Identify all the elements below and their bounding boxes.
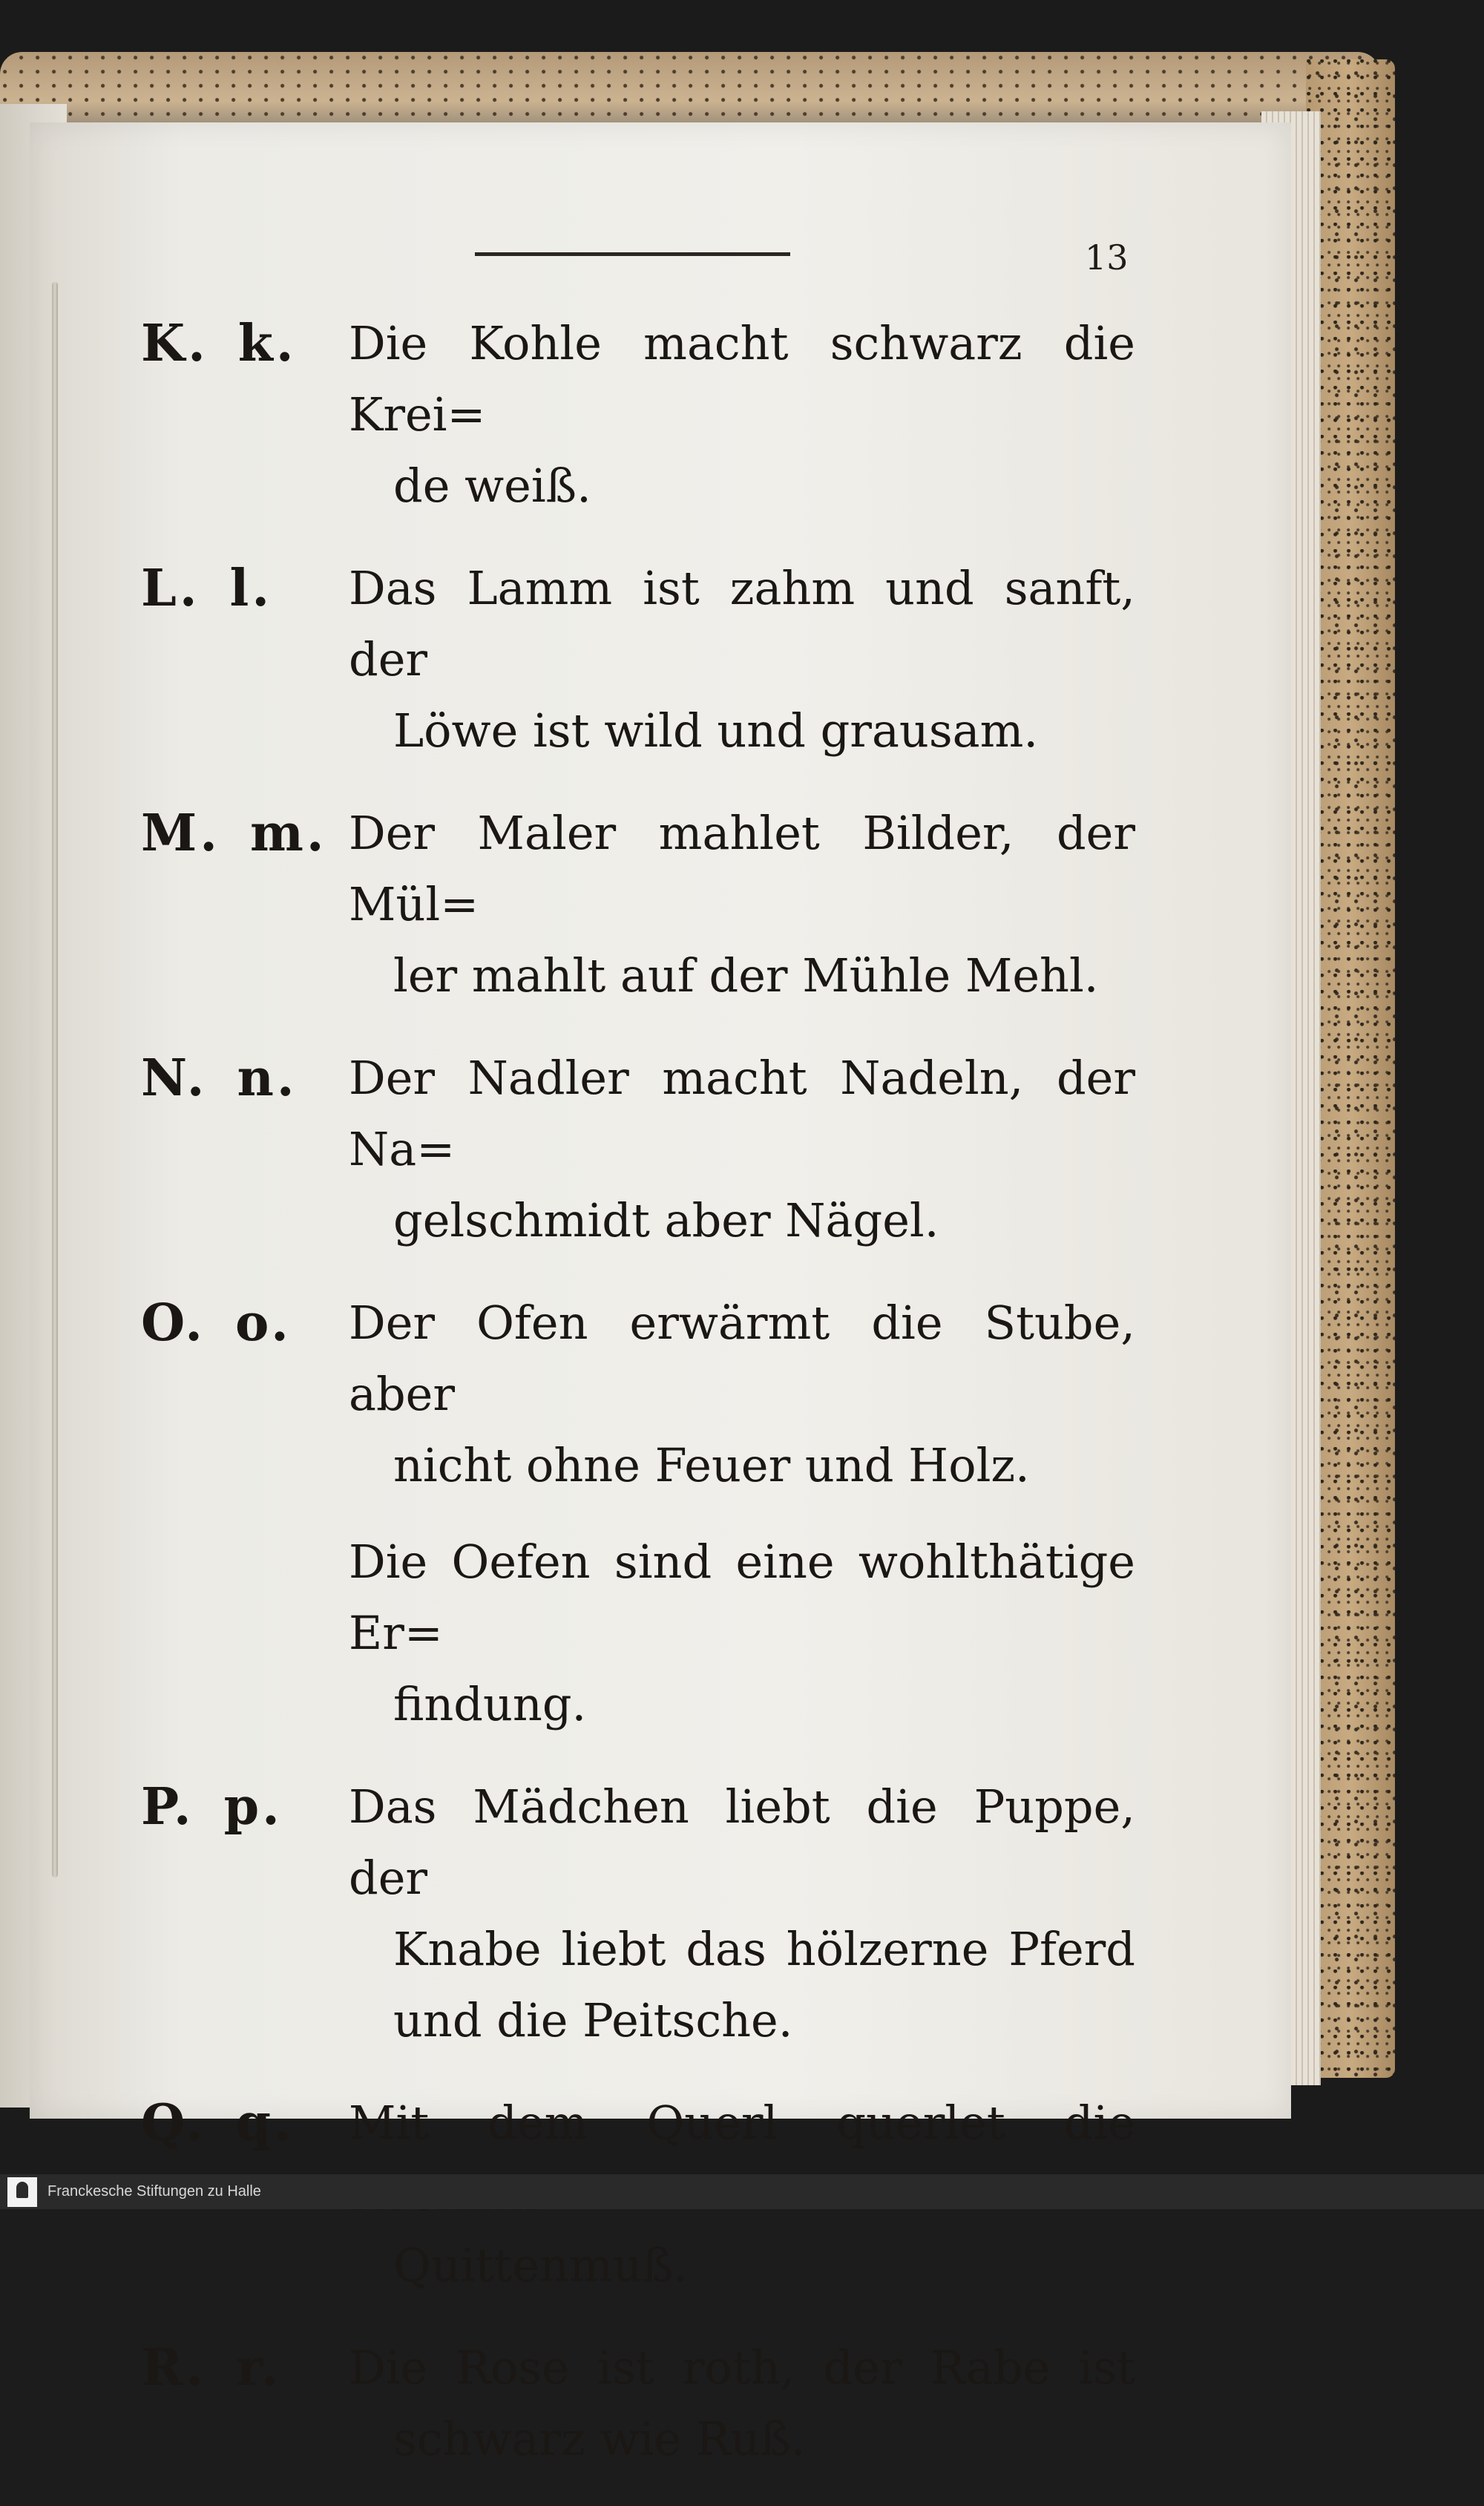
entry-n	[141, 1043, 1135, 1256]
entry-o	[141, 1288, 1135, 1501]
uppercase-letter: R.	[141, 2338, 207, 2398]
entry-line: Mit dem Querl querlet die	[349, 2096, 1135, 2150]
entry-k	[141, 308, 1135, 522]
page-number: 13	[1085, 237, 1129, 278]
entry-line: ler mahlt auf der Mühle Mehl.	[393, 948, 1099, 1003]
entry-line: Der Ofen erwärmt die Stube, aber	[349, 1296, 1135, 1421]
entry-letters	[141, 1043, 349, 1114]
entry-line: findung.	[393, 1677, 587, 1731]
gutter-thread	[52, 282, 58, 1877]
header-rule	[475, 252, 790, 256]
uppercase-letter: K.	[141, 314, 209, 373]
entry-l	[141, 553, 1135, 767]
entry-p	[141, 1771, 1135, 2056]
entry-text	[349, 798, 1135, 1011]
entry-text	[349, 553, 1135, 767]
entry-letters	[141, 798, 349, 869]
entry-line: Die Rose ist roth, der Rabe ist	[349, 2341, 1135, 2395]
entry-line: Das Lamm ist zahm und sanft, der	[349, 561, 1135, 686]
lowercase-letter: m.	[249, 804, 327, 863]
entry-line: Das Mädchen liebt die Puppe, der	[349, 1780, 1135, 1905]
entry-line: Die Oefen sind eine wohlthätige Er=	[349, 1535, 1135, 1660]
uppercase-letter: M.	[141, 804, 220, 863]
entry-m	[141, 798, 1135, 1011]
entry-letters	[141, 553, 349, 624]
footer-credit: Franckesche Stiftungen zu Halle	[47, 2183, 261, 2200]
uppercase-letter: L.	[141, 559, 200, 618]
entry-line: schwarz wie Ruß.	[393, 2412, 806, 2466]
entry-letters	[141, 2087, 349, 2159]
uppercase-letter: O.	[141, 1293, 206, 1353]
uppercase-letter: Q.	[141, 2093, 206, 2153]
lowercase-letter: n.	[237, 1049, 298, 1108]
lowercase-letter: l.	[229, 559, 273, 618]
entry-line: gelschmidt aber Nägel.	[393, 1193, 939, 1247]
entry-text	[349, 308, 1135, 522]
lowercase-letter: p.	[223, 1777, 283, 1837]
entry-text	[349, 1771, 1135, 2056]
entry-line: Der Nadler macht Nadeln, der Na=	[349, 1051, 1135, 1176]
entry-letters	[141, 1771, 349, 1843]
entry-text	[349, 1288, 1135, 1501]
entry-r	[141, 2332, 1135, 2475]
entry-text	[349, 1043, 1135, 1256]
footer-bar	[0, 2174, 1484, 2209]
lowercase-letter: q.	[235, 2093, 295, 2153]
entry-letters	[141, 308, 349, 379]
entry-o-continuation	[141, 1526, 1135, 1740]
uppercase-letter: N.	[141, 1049, 208, 1108]
entry-letters	[141, 2332, 349, 2404]
entry-line: de weiß.	[393, 459, 591, 513]
entry-line: Der Maler mahlet Bilder, der Mül=	[349, 806, 1135, 931]
entry-line: Löwe ist wild und grausam.	[393, 703, 1039, 758]
entry-letters	[141, 1288, 349, 1359]
entry-line: und die Peitsche.	[393, 1993, 793, 2047]
entry-line: Die Kohle macht schwarz die Krei=	[349, 316, 1135, 442]
entry-line: Quittenmuß.	[393, 2238, 688, 2292]
entry-text	[349, 2332, 1135, 2475]
uppercase-letter: P.	[141, 1777, 194, 1837]
book-top-edge	[0, 52, 1380, 134]
lowercase-letter: r.	[236, 2338, 282, 2398]
entry-line: nicht ohne Feuer und Holz.	[393, 1438, 1030, 1492]
institution-logo-icon	[7, 2177, 37, 2207]
entry-line: Knabe liebt das hölzerne Pferd	[393, 1922, 1135, 1976]
lowercase-letter: o.	[234, 1293, 292, 1353]
lowercase-letter: k.	[237, 314, 297, 373]
